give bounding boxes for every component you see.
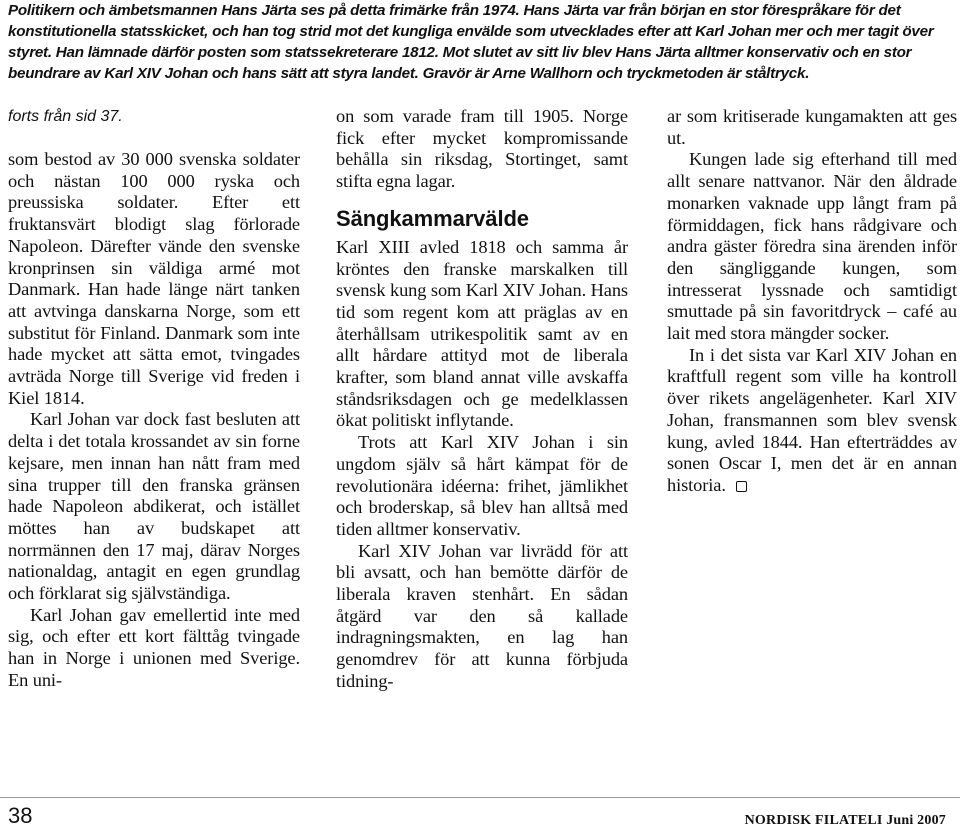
column-2 (336, 106, 628, 693)
paragraph: Karl Johan var dock fast besluten att delta i det totala krossandet av sin forne kejsare, men innan han nått fram med sina trupper till den franska gränsen hade Napoleon abdikerat, och istället möttes han av budskapet att norrmännen den 17 maj, därav Norges nationaldag, antagit en egen grundlag och förklarat sig självständiga. (8, 409, 300, 604)
paragraph: Karl XIV Johan var livrädd för att bli avsatt, och han bemötte därför de liberala kraven stenhårt. En sådan åtgärd var den så kallade indragningsmakten, en lag han genomdrev för att kunna förbjuda tidning- (336, 540, 628, 691)
footer-divider (0, 797, 960, 798)
paragraph: som bestod av 30 000 svenska soldater och nästan 100 000 ryska och preussiska soldater. Efter ett fruktansvärt blodigt slag förlorade Napoleon. Därefter vände den svenske kronprinsen sin väldiga armé mot Danmark. Han hade länge närt tanken att avtvinga danskarna Norge, som ett substitut för Finland. Danmark som inte hade mycket att sätta emot, tvingades avträda Norge till Sverige vid freden i Kiel 1814. (8, 149, 300, 408)
paragraph: Trots att Karl XIV Johan i sin ungdom själv så hårt kämpat för de revolutionära idéerna: frihet, jämlikhet och broderskap, så blev han alltså med tiden alltmer konservativ. (336, 432, 628, 539)
page-number: 38 (8, 803, 33, 828)
column-1 (8, 106, 300, 692)
paragraph: Karl XIII avled 1818 och samma år kröntes den franske marskalken till svensk kung som Karl XIV Johan. Hans tid som regent kom att präglas av en återhållsam utrikespolitik samt av en allt hårdare attityd mot de liberala krafter, som bland annat ville avskaffa ståndsriksdagen och ge medelklassen ökat politiskt inflytande. (336, 236, 628, 431)
continued-from-note: forts från sid 37. (8, 108, 123, 125)
paragraph: on som varade fram till 1905. Norge fick efter mycket kompromissande behålla sin riksdag, Stortinget, samt stifta egna lagar. (336, 106, 628, 192)
end-of-article-icon (736, 481, 747, 492)
publication-name: NORDISK FILATELI Juni 2007 (744, 813, 946, 828)
final-paragraph (667, 345, 957, 497)
section-heading: Sängkammarvälde (336, 205, 529, 231)
paragraph: Karl Johan gav emellertid inte med sig, och efter ett kort fälttåg tvingade han in Norge i unionen med Sverige. En uni- (8, 604, 300, 690)
stamp-caption: Politikern och ämbetsmannen Hans Järta ses på detta frimärke från 1974. Hans Järta var från början en stor förespråkare för det konstitutionella statsskicket, och han tog strid mot det kungliga envälde som utvecklades efter att Karl Johan mer och mer tagit över styret. Han lämnade därför posten som statssekreterare 1812. Mot slutet av sitt liv blev Hans Järta alltmer konservativ och en stor beundrare av Karl XIV Johan och hans sätt att styra landet. Gravör är Arne Wallhorn och tryckmetoden är ståltryck. (8, 2, 934, 82)
paragraph: ar som kritiserade kungamakten att ges ut. (667, 106, 957, 148)
paragraph: Kungen lade sig efterhand till med allt senare nattvanor. När den åldrade monarken vaknade upp långt fram på förmiddagen, fick hans rådgivare och andra gäster föredra sina ärenden inför den sängliggande kungen, som intresserat lyssnade och samtidigt smuttade på sin favoritdryck – café au lait med stora mängder socker. (667, 149, 957, 344)
paragraph-text: In i det sista var Karl XIV Johan en kraftfull regent som ville ha kontroll över rikets angelägenheter. Karl XIV Johan, fransmannen som blev svensk kung, avled 1844. Han efterträddes av sonen Oscar I, men det är en annan historia. (667, 344, 957, 495)
column-3 (667, 106, 957, 497)
